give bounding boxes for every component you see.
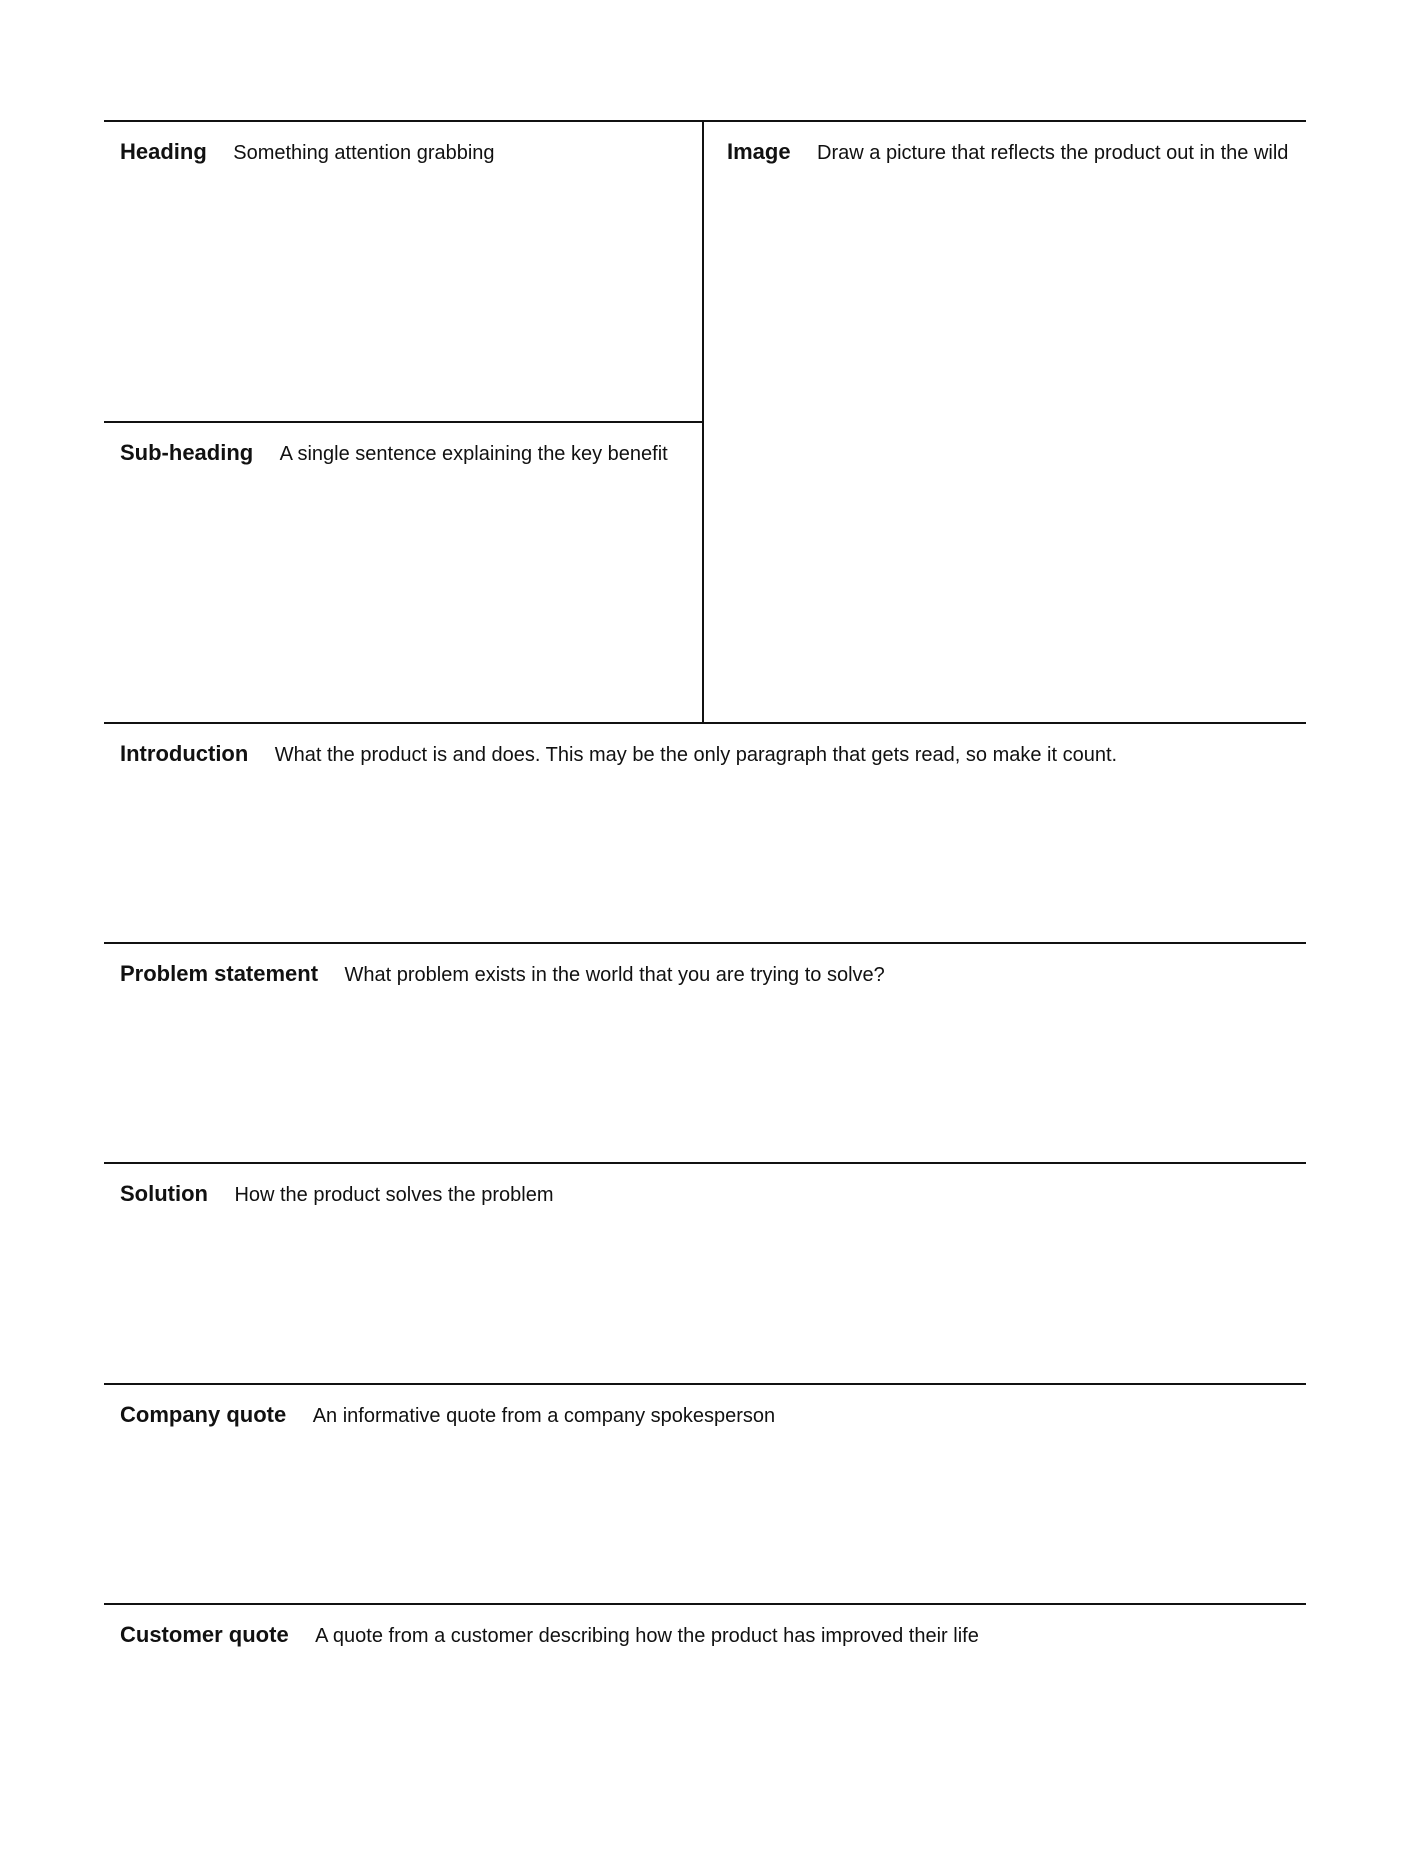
image-description: Draw a picture that reflects the product out in the wild: [817, 142, 1289, 164]
problem-section: [120, 963, 885, 985]
solution-description: How the product solves the problem: [234, 1184, 554, 1206]
subheading-title: Sub-heading: [120, 440, 254, 465]
customer-quote-divider: [104, 1603, 1306, 1605]
problem-divider: [104, 942, 1306, 944]
subheading-description: A single sentence explaining the key benefit: [279, 443, 668, 465]
solution-divider: [104, 1162, 1306, 1164]
heading-section: [120, 141, 495, 163]
introduction-description: What the product is and does. This may be the only paragraph that gets read, so make it count.: [274, 744, 1118, 766]
customer-quote-section: [120, 1624, 979, 1646]
customer-quote-title: Customer quote: [120, 1622, 289, 1647]
customer-quote-description: A quote from a customer describing how the product has improved their life: [315, 1625, 979, 1647]
heading-title: Heading: [120, 139, 207, 164]
introduction-divider: [104, 722, 1306, 724]
introduction-section: [120, 743, 1117, 765]
heading-divider: [104, 421, 702, 423]
top-border: [104, 120, 1306, 122]
company-quote-title: Company quote: [120, 1402, 287, 1427]
subheading-section: [120, 442, 668, 464]
company-quote-section: [120, 1404, 775, 1426]
problem-title: Problem statement: [120, 961, 319, 986]
image-title: Image: [727, 139, 791, 164]
introduction-title: Introduction: [120, 741, 249, 766]
image-section: [727, 141, 1288, 163]
company-quote-divider: [104, 1383, 1306, 1385]
solution-title: Solution: [120, 1181, 208, 1206]
heading-description: Something attention grabbing: [233, 142, 495, 164]
solution-section: [120, 1183, 554, 1205]
problem-description: What problem exists in the world that you are trying to solve?: [344, 964, 885, 986]
company-quote-description: An informative quote from a company spokesperson: [312, 1405, 776, 1427]
column-divider: [702, 120, 704, 722]
